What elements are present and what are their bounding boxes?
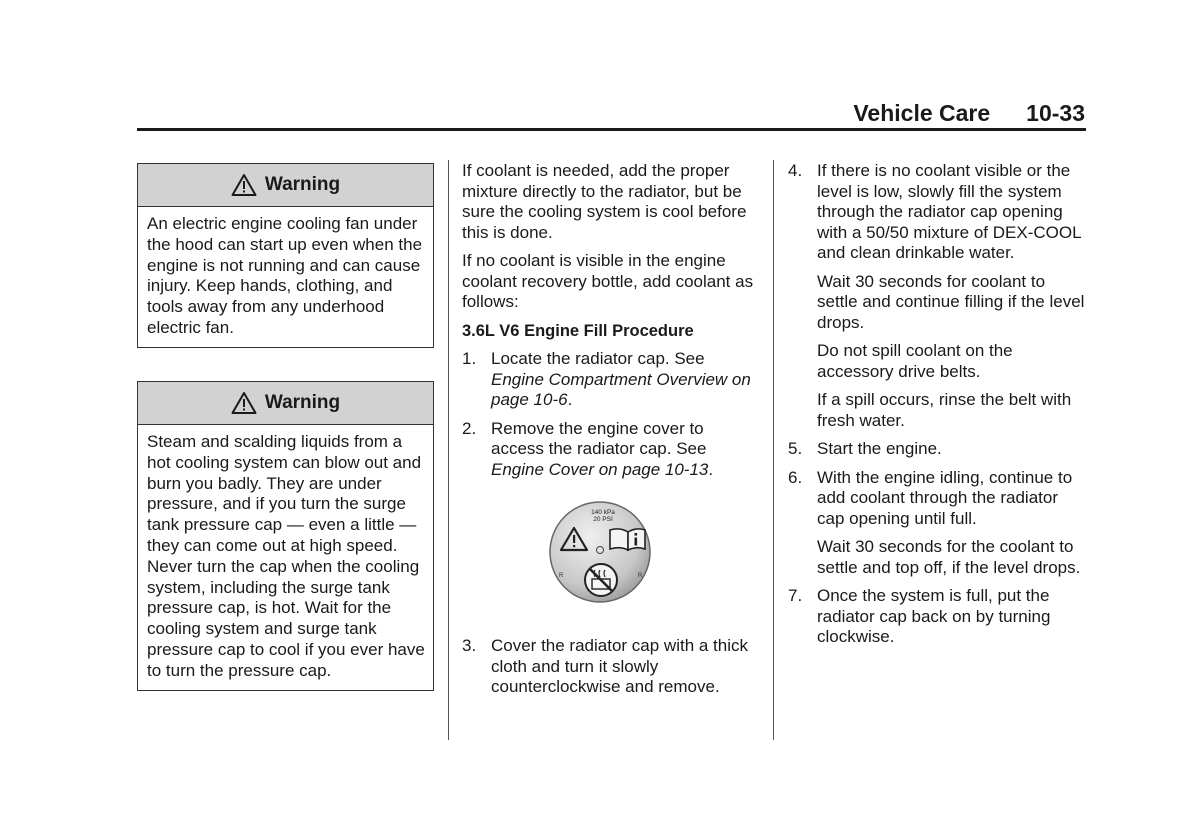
cap-mark-right: R — [638, 573, 643, 579]
owner-manual-book-icon — [610, 529, 645, 550]
cap-mark-left: R — [559, 573, 564, 579]
step-4-note-spill: Do not spill coolant on the accessory drive belts. — [817, 341, 1013, 381]
step-text: If there is no coolant visible or the level is low, slowly fill the system through the radiator cap opening with a 50/50 mixture of DEX-COOL and clean drinkable water. — [817, 161, 1081, 262]
step-6-note-wait: Wait 30 seconds for the coolant to settle and top off, if the level drops. — [817, 537, 1081, 577]
do-not-open-when-hot-icon — [585, 564, 617, 596]
step-number: 5. — [788, 439, 803, 458]
step-number: 7. — [788, 586, 803, 605]
step-number: 3. — [462, 636, 477, 655]
section-title: Vehicle Care — [853, 100, 991, 126]
middle-column — [462, 161, 757, 706]
procedure-heading: 3.6L V6 Engine Fill Procedure — [462, 321, 694, 340]
warning-text: An electric engine cooling fan under the hood can start up even when the engine is not running and can cause injury. Keep hands, clothing, and tools away from any underhood electric fan. — [147, 214, 423, 337]
step-2: 2. Remove the engine cover to access the radiator cap. See Engine Cover on page 10-13. — [462, 418, 714, 479]
step-number: 2. — [462, 418, 477, 438]
warning-header — [138, 382, 433, 425]
step-text: Once the system is full, put the radiator cap back on by turning clockwise. — [817, 586, 1051, 646]
pressure-kpa-label: 140 kPa — [591, 509, 615, 516]
pressure-psi-label: 20 PSI — [593, 516, 613, 523]
step-4 — [788, 161, 1088, 264]
paragraph-coolant-needed: If coolant is needed, add the proper mixture directly to the radiator, but be sure the cooling system is cool before this is done. — [462, 161, 747, 242]
step-4-note-wait: Wait 30 seconds for coolant to settle and continue filling if the level drops. — [817, 271, 1085, 332]
page-header — [0, 100, 1085, 127]
step-4-note-rinse: If a spill occurs, rinse the belt with fresh water. — [817, 390, 1072, 430]
step-6 — [788, 468, 1088, 530]
right-column — [788, 161, 1088, 656]
warning-triangle-icon — [231, 173, 257, 197]
radiator-cap-icon — [548, 498, 652, 606]
step-text: Start the engine. — [817, 439, 942, 458]
step-text: Cover the radiator cap with a thick cloth and turn it slowly counterclockwise and remove. — [491, 636, 749, 696]
step-7 — [788, 586, 1088, 648]
cross-reference-link[interactable]: Engine Cover on page 10-13 — [491, 459, 709, 479]
column-divider-2 — [773, 160, 774, 740]
step-text: Remove the engine cover to access the radiator cap. See — [491, 418, 707, 458]
header-rule — [137, 128, 1086, 131]
warning-title: Warning — [264, 392, 341, 413]
step-3 — [462, 636, 757, 698]
step-text: With the engine idling, continue to add coolant through the radiator cap opening until full. — [817, 467, 1073, 528]
warning-text: Steam and scalding liquids from a hot cooling system can blow out and burn you badly. They are under pressure, and if you turn the surge tank pressure cap — even a little — they can come out at high speed. Never turn the cap when the cooling system, including the surge tank pressure cap, is hot. Wait for the cooling system and surge tank pressure cap to cool if you ever have to turn the pressure cap. — [147, 432, 425, 680]
step-5 — [788, 439, 1088, 460]
warning-box-steam — [137, 381, 434, 691]
radiator-cap-illustration — [462, 498, 738, 618]
page-number: 10-33 — [1026, 100, 1085, 126]
warning-title: Warning — [264, 174, 341, 195]
warning-header — [138, 164, 433, 207]
step-number: 1. — [462, 349, 477, 368]
warning-triangle-icon — [231, 391, 257, 415]
step-number: 4. — [788, 161, 803, 180]
step-1: 1. Locate the radiator cap. See Engine Compartment Overview on page 10-6. — [462, 349, 751, 409]
step-number: 6. — [788, 467, 803, 487]
column-divider-1 — [448, 160, 449, 740]
cross-reference-link[interactable]: Engine Compartment Overview on page 10-6 — [491, 369, 751, 409]
warning-box-fan — [137, 163, 434, 348]
paragraph-no-coolant: If no coolant is visible in the engine coolant recovery bottle, add coolant as follows: — [462, 251, 754, 311]
step-text: Locate the radiator cap. See — [491, 349, 705, 368]
